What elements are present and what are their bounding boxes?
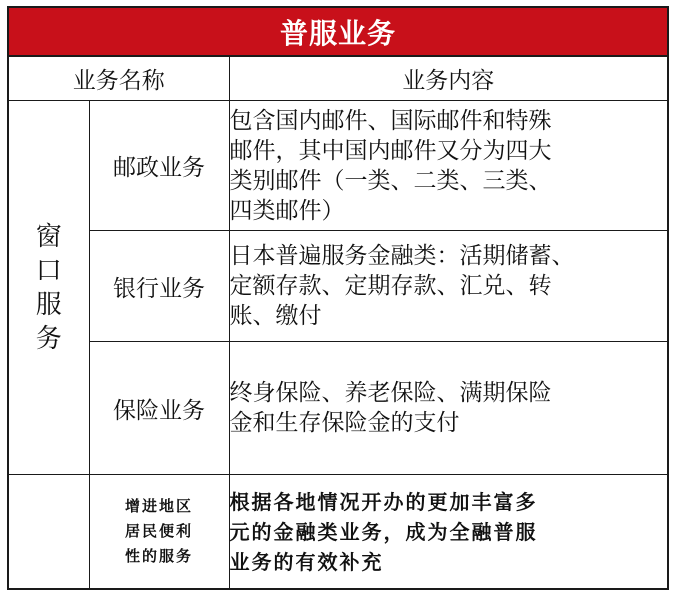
category-empty-cell xyxy=(9,475,89,589)
header-business-name: 业务名称 xyxy=(9,57,229,101)
service-table xyxy=(9,57,667,589)
category-char: 务 xyxy=(35,323,62,354)
content-line: 包含国内邮件、国际邮件和特殊 xyxy=(229,107,552,134)
header-row xyxy=(9,57,667,101)
table-row xyxy=(9,101,667,231)
name-line: 性的服务 xyxy=(124,547,193,566)
category-char: 服 xyxy=(35,289,62,320)
content-line: 定额存款、定期存款、汇兑、转 xyxy=(229,273,552,299)
content-line: 类别邮件（一类、二类、三类、 xyxy=(229,167,552,194)
name-line: 增进地区 xyxy=(124,497,193,516)
category-window-service xyxy=(9,101,89,475)
content-line: 终身保险、养老保险、满期保险 xyxy=(229,380,552,406)
row-name-insurance: 保险业务 xyxy=(89,342,229,475)
table-row xyxy=(9,342,667,475)
row-content-regional-service xyxy=(229,475,667,589)
category-char: 口 xyxy=(35,255,62,286)
row-name-postal: 邮政业务 xyxy=(89,101,229,231)
content-line: 四类邮件） xyxy=(229,197,345,224)
category-char: 窗 xyxy=(35,221,62,252)
row-content-insurance xyxy=(229,342,667,475)
content-line: 根据各地情况开办的更加丰富多 xyxy=(229,489,538,514)
content-line: 金和生存保险金的支付 xyxy=(229,410,460,436)
service-table-card xyxy=(7,6,669,590)
table-row xyxy=(9,231,667,342)
content-line: 元的金融类业务，成为全融普服 xyxy=(229,519,538,544)
content-line: 账、缴付 xyxy=(229,303,322,329)
row-name-regional-service xyxy=(89,475,229,589)
row-name-banking: 银行业务 xyxy=(89,231,229,342)
content-line: 业务的有效补充 xyxy=(229,549,384,574)
table-title: 普服业务 xyxy=(9,8,667,57)
row-content-postal xyxy=(229,101,667,231)
table-row xyxy=(9,475,667,589)
name-line: 居民便利 xyxy=(124,522,193,541)
header-business-content: 业务内容 xyxy=(229,57,667,101)
content-line: 邮件，其中国内邮件又分为四大 xyxy=(229,137,552,164)
content-line: 日本普遍服务金融类：活期储蓄、 xyxy=(229,243,575,269)
row-content-banking xyxy=(229,231,667,342)
